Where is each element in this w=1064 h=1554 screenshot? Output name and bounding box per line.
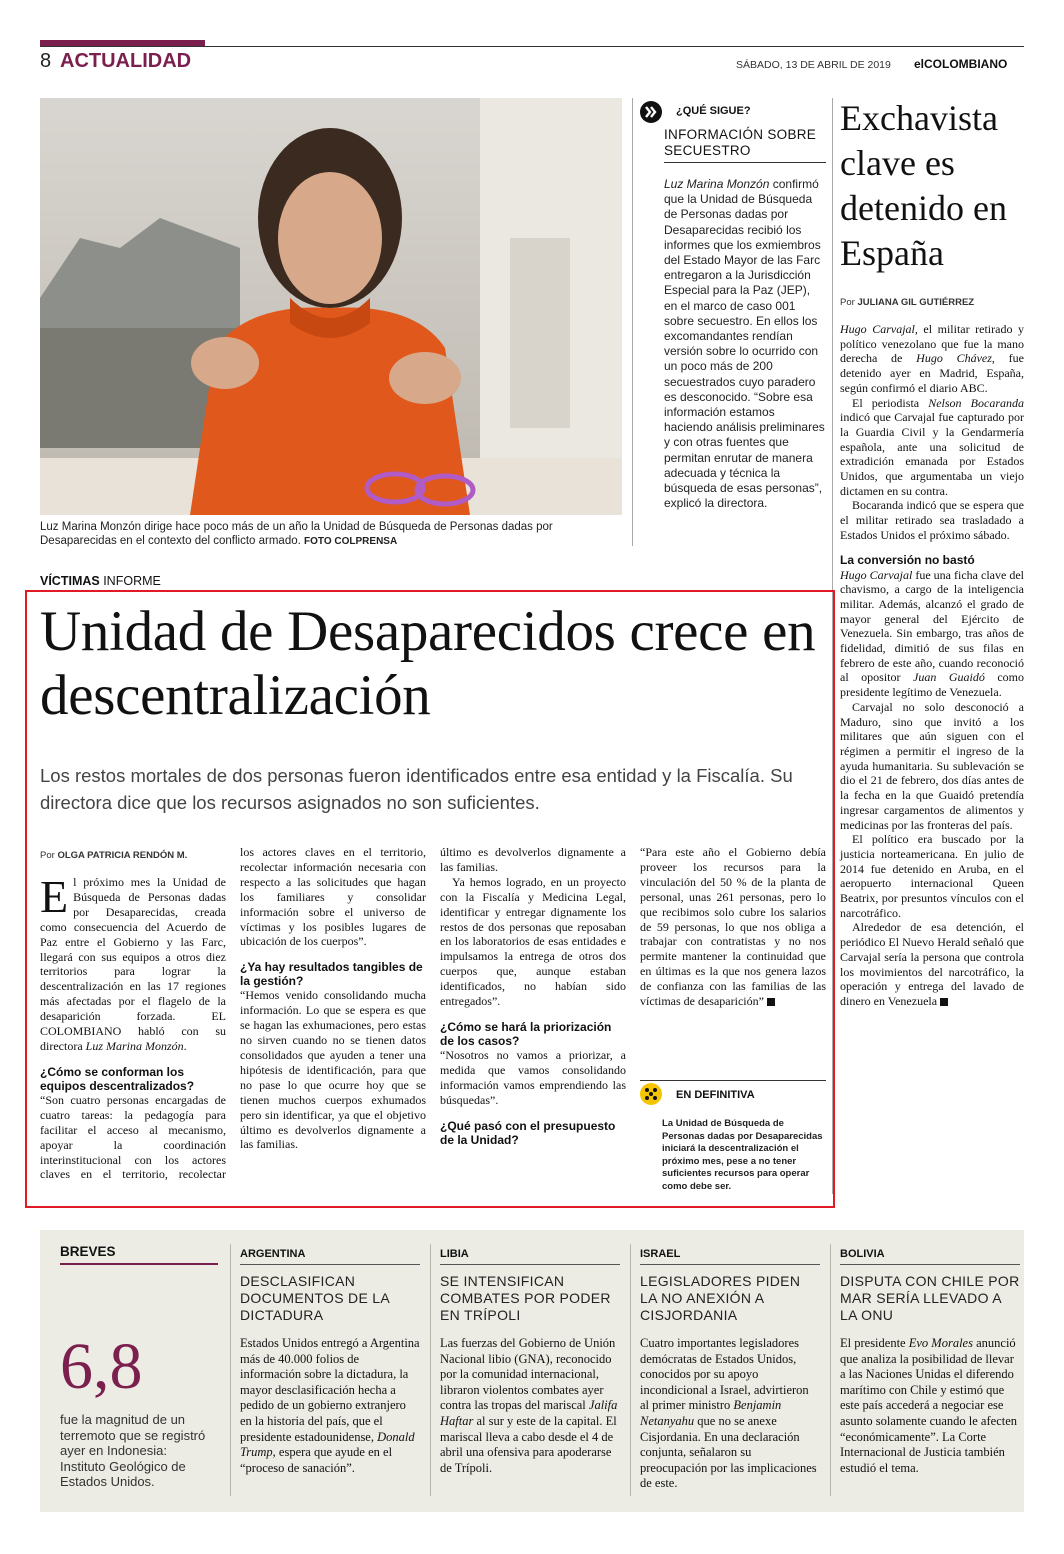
breve-body <box>840 1336 1020 1476</box>
breve-country: ISRAEL <box>640 1248 681 1260</box>
breves-number: 6,8 <box>60 1330 143 1403</box>
breve-title: LEGISLADORES PIDEN LA NO ANEXIÓN A CISJORDANIA <box>640 1273 801 1323</box>
text: , espera que ayude en el “proceso de sanación”. <box>240 1445 393 1475</box>
que-sigue-body <box>664 177 826 511</box>
photo-illustration <box>40 98 622 515</box>
text: , fue detenido ayer en Madrid, España, según confirmó el diario ABC. <box>840 351 1024 395</box>
photo-credit: FOTO COLPRENSA <box>304 536 398 547</box>
article-column-2 <box>240 845 426 1153</box>
text: Alrededor de esa detención, el periódico El Nuevo Herald señaló que Carvajal sería la persona que controla los movimientos del narcotráfico, la operación y entrega del lavado de dinero en Venezuela <box>840 920 1024 1008</box>
que-sigue-rule <box>664 162 826 163</box>
breves-number-text: fue la magnitud de un terremoto que se registró ayer en Indonesia: Instituto Geológico de Estados Unidos. <box>60 1412 206 1489</box>
byline-prefix: Por <box>840 297 858 308</box>
article-column-1 <box>40 871 226 1183</box>
page-number: 8 <box>40 50 52 72</box>
column-divider <box>632 98 633 546</box>
answer-continued: los actores claves en el territorio, recolectar información necesaria con respecto a las solicitudes que hagan los familiares y consolidar información sobre el universo de víctimas y los posibles lugares de ubicación de los cuerpos”. <box>240 845 426 949</box>
sidebar-body <box>840 322 1024 1009</box>
paragraph <box>840 920 1024 1008</box>
double-chevron-right-icon <box>640 101 662 123</box>
person-name: Jalifa Haftar <box>440 1398 618 1428</box>
breve-country: BOLIVIA <box>840 1248 885 1260</box>
en-definitiva-body: La Unidad de Búsqueda de Personas dadas por Desaparecidas iniciará la descentralización el próximo mes, pese a no tener suficientes recursos para operar como debe ser. <box>662 1118 823 1192</box>
header-rule <box>40 46 1024 47</box>
question: ¿Ya hay resultados tangibles de la gestión? <box>240 960 423 989</box>
answer: “Son cuatro personas encargadas de cuatro tareas: la pedagogía para facilitar el acceso al mecanismo, apoyar la coordinación interinstitucional con los actores claves en el territorio, recolectar <box>40 1092 226 1182</box>
byline-prefix: Por <box>40 850 58 861</box>
section-name: ACTUALIDAD <box>60 50 192 72</box>
text: indicó que Carvajal fue capturado por la Guardia Civil y la Gendarmería española, ante una solicitud de extradición emanada por Estados Unidos, que argumentaba un viejo dictamen en su contra. <box>840 410 1024 498</box>
text: “Para este año el Gobierno debía proveer los recursos para la vinculación del 50 % de la planta de personal, unas 261 personas, pero lo que recibimos solo cubre los salarios de 59 personas, lo que nos obliga a trabajar con contratistas y no nos permite mantener la continuidad que en últimas es la que nos genera lazos de confianza con las familias de las víctimas de desaparición” <box>640 845 826 1009</box>
paragraph: Carvajal no solo desconoció a Maduro, sino que invitó a los militares que aún siguen con el régimen a permitir el ingreso de la ayuda humanitaria. Su sublevación se dio el 21 de febrero, dos días antes de la fecha en la que Guaidó pretendía ingresar cargamentos de alimentos y medicinas por las fronteras del país. <box>840 699 1024 832</box>
breve-rule <box>840 1264 1020 1265</box>
que-sigue-name: Luz Marina Monzón <box>664 177 770 191</box>
caption-text: Luz Marina Monzón dirige hace poco más de un año la Unidad de Búsqueda de Personas dadas por Desaparecidas en el contexto del conflicto armado. <box>40 521 553 547</box>
drop-cap: E <box>40 871 69 922</box>
breve-item <box>440 1248 620 1476</box>
breves-divider <box>630 1244 631 1496</box>
article-column-4 <box>640 845 826 1009</box>
breves-divider <box>230 1244 231 1496</box>
breve-body <box>240 1336 420 1476</box>
que-sigue-kicker: ¿QUÉ SIGUE? <box>676 105 751 117</box>
question: ¿Cómo se conforman los equipos descentralizados? <box>40 1064 195 1093</box>
text: Cuatro importantes legisladores demócratas de Estados Unidos, conocidos por su apoyo incondicional a Israel, advirtieron al primer ministro <box>640 1336 809 1413</box>
newspaper-brand: elCOLOMBIANO <box>914 57 1008 71</box>
article-photo <box>40 98 622 515</box>
kicker-light: INFORME <box>99 574 161 588</box>
end-mark-icon <box>767 998 775 1006</box>
person-name: Juan Guaidó <box>913 670 985 685</box>
answer-continued: último es devolverlos dignamente a las familias. <box>440 845 626 874</box>
byline-name: JULIANA GIL GUTIÉRREZ <box>857 297 975 308</box>
text: que no se anexe Cisjordania. En una declaración conjunta, señalaron su preocupación por las implicaciones de este. <box>640 1413 817 1491</box>
que-sigue-title: INFORMACIÓN SOBRE SECUESTRO <box>664 127 817 158</box>
sidebar-subhead: La conversión no bastó <box>840 552 975 567</box>
text: al sur y este de la capital. El mariscal lleva a cabo desde el 4 de abril una ofensiva para apoderarse de Trípoli. <box>440 1413 617 1475</box>
breves-divider <box>830 1244 831 1496</box>
paragraph: Bocaranda indicó que se espera que el militar retirado sea trasladado a Estados Unidos el próximo sábado. <box>840 498 1024 542</box>
breve-rule <box>440 1264 620 1265</box>
person-name: Donald Trump <box>240 1429 415 1460</box>
text: l próximo mes la Unidad de Búsqueda de Personas dadas por Desaparecidas, creada como consecuencia del Acuerdo de Paz entre el Gobierno y las Farc, llegará con sus equipos a otros diez territorios para lograr la descentralización en las 17 regiones más afectadas por el flagelo de la desaparición forzada. EL COLOMBIANO habló con su directora <box>40 875 226 1053</box>
person-name: Hugo Carvajal <box>840 567 913 582</box>
sidebar-byline <box>840 297 974 308</box>
breve-item <box>240 1248 420 1476</box>
sidebar-headline: Exchavista clave es detenido en España <box>840 98 1007 273</box>
text: como presidente legítimo de Venezuela. <box>840 670 1024 700</box>
article-dek: Los restos mortales de dos personas fueron identificados entre esa entidad y la Fiscalía. Su directora dice que los recursos asignados no son suficientes. <box>40 765 793 813</box>
que-sigue-text: confirmó que la Unidad de Búsqueda de Personas dadas por Desaparecidas recibió los informes que los exmiembros del Estado Mayor de las Farc entregaron a la Jurisdicción Especial para la Paz (JEP), en el marco de caso 001 sobre secuestro. En ellos los excomandantes rendían versión sobre lo ocurrido con un poco más de 200 secuestrados cuyo paradero es desconocido. “Sobre esa información estamos haciendo análisis preliminares y con otras fuentes que permitan enrutar de manera adecuada y técnica la búsqueda de esas personas”, explicó la directora. <box>664 177 825 511</box>
text: Las fuerzas del Gobierno de Unión Nacional libio (GNA), reconocido por la comunidad internacional, libraron violentos combates ayer contra las tropas del mariscal <box>440 1336 616 1413</box>
text: . <box>183 1038 187 1053</box>
text: , el militar retirado y político venezolano que fue la mano derecha de <box>840 322 1024 366</box>
issue-date: SÁBADO, 13 DE ABRIL DE 2019 <box>736 59 891 71</box>
article-headline: Unidad de Desaparecidos crece en descentralización <box>40 600 816 727</box>
breves-rule <box>60 1263 218 1265</box>
photo-caption <box>40 520 622 549</box>
text: El presidente <box>840 1336 909 1350</box>
person-name: Luz Marina Monzón <box>85 1038 184 1053</box>
breve-title: SE INTENSIFICAN COMBATES POR PODER EN TRÍPOLI <box>440 1273 611 1323</box>
paragraph <box>40 871 226 1054</box>
person-name: Hugo Chávez <box>916 351 992 366</box>
breve-country: ARGENTINA <box>240 1248 306 1260</box>
text: anunció que analiza la posibilidad de llevar a las Naciones Unidas el diferendo marítimo con Chile y estimó que este país accederá a negociar ese asunto solamente cuando le afecten “económicamente”. La Corte Internacional de Justicia también estudió el tema. <box>840 1336 1018 1475</box>
person-name: Hugo Carvajal <box>840 322 915 336</box>
breve-item <box>640 1248 820 1492</box>
breve-country: LIBIA <box>440 1248 469 1260</box>
text: El periodista <box>852 395 929 410</box>
article-kicker <box>40 574 161 588</box>
article-byline <box>40 850 187 861</box>
question: ¿Cómo se hará la priorización de los casos? <box>440 1019 612 1048</box>
paragraph <box>840 568 1024 700</box>
byline-name: OLGA PATRICIA RENDÓN M. <box>57 850 188 861</box>
en-definitiva-label: EN DEFINITIVA <box>676 1089 755 1101</box>
en-definitiva-icon <box>640 1083 662 1105</box>
paragraph: El político era buscado por la justicia norteamericana. En julio de 2014 fue detenido en Aruba, en el aeropuerto internacional Queen Beatrix, por presuntos vínculos con el narcotráfico. <box>840 832 1024 920</box>
paragraph: Ya hemos logrado, en un proyecto con la Fiscalía y Medicina Legal, identificar y entregar dignamente los restos de dos personas que reposaban en los laboratorios de esas entidades e impulsamos la entrega de otros dos cuerpos que, aunque estaban identificados, no habían sido entregados”. <box>440 874 626 1009</box>
answer: “Hemos venido consolidando mucha información. Lo que se espera es que se hagan las exhumaciones, pero estas no sirven cuando no se tienen datos consolidados que ayuden a tener una hipótesis de identificación, para que no pase lo que ocurre hoy que se tienen muchos cuerpos exhumados pero sin identificar, ya que el objetivo último es devolverlos dignamente a las familias. <box>240 988 426 1152</box>
breve-title: DESCLASIFICAN DOCUMENTOS DE LA DICTADURA <box>240 1273 390 1323</box>
paragraph <box>840 322 1024 396</box>
question: ¿Qué pasó con el presupuesto de la Unidad? <box>440 1118 616 1147</box>
text: Estados Unidos entregó a Argentina más de 40.000 folios de información sobre la dictadura, la mayor desclasificación hecha a pedido de un gobierno extranjero en la historia del país, que el presidente estadounidense, <box>240 1336 420 1444</box>
kicker-bold: VÍCTIMAS <box>40 574 100 588</box>
breve-item <box>840 1248 1020 1476</box>
en-definitiva-rule <box>640 1080 826 1081</box>
answer <box>640 845 826 1009</box>
person-name: Nelson Bocaranda <box>928 395 1024 410</box>
paragraph <box>840 396 1024 499</box>
breve-title: DISPUTA CON CHILE POR MAR SERÍA LLEVADO A LA ONU <box>840 1273 1020 1323</box>
article-column-3 <box>440 845 626 1147</box>
breve-rule <box>240 1264 420 1265</box>
answer: “Nosotros no vamos a priorizar, a medida que vamos consolidando información vamos emprendiendo las búsquedas”. <box>440 1047 626 1107</box>
end-mark-icon <box>940 998 948 1006</box>
breve-body <box>440 1336 620 1476</box>
person-name: Benjamin Netanyahu <box>640 1398 782 1428</box>
breves-label: BREVES <box>60 1244 116 1259</box>
breve-body <box>640 1336 820 1492</box>
breve-rule <box>640 1264 820 1265</box>
breves-divider <box>430 1244 431 1496</box>
person-name: Evo Morales <box>908 1336 973 1350</box>
text: fue una ficha clave del chavismo, a cargo de la inteligencia militar. Además, alcanzó el grado de mayor general del Ejército de Venezuela. Sin embargo, tras años de fidelidad, dimitió de sus filas en febrero de este año, cuando reconoció al opositor <box>840 567 1024 685</box>
